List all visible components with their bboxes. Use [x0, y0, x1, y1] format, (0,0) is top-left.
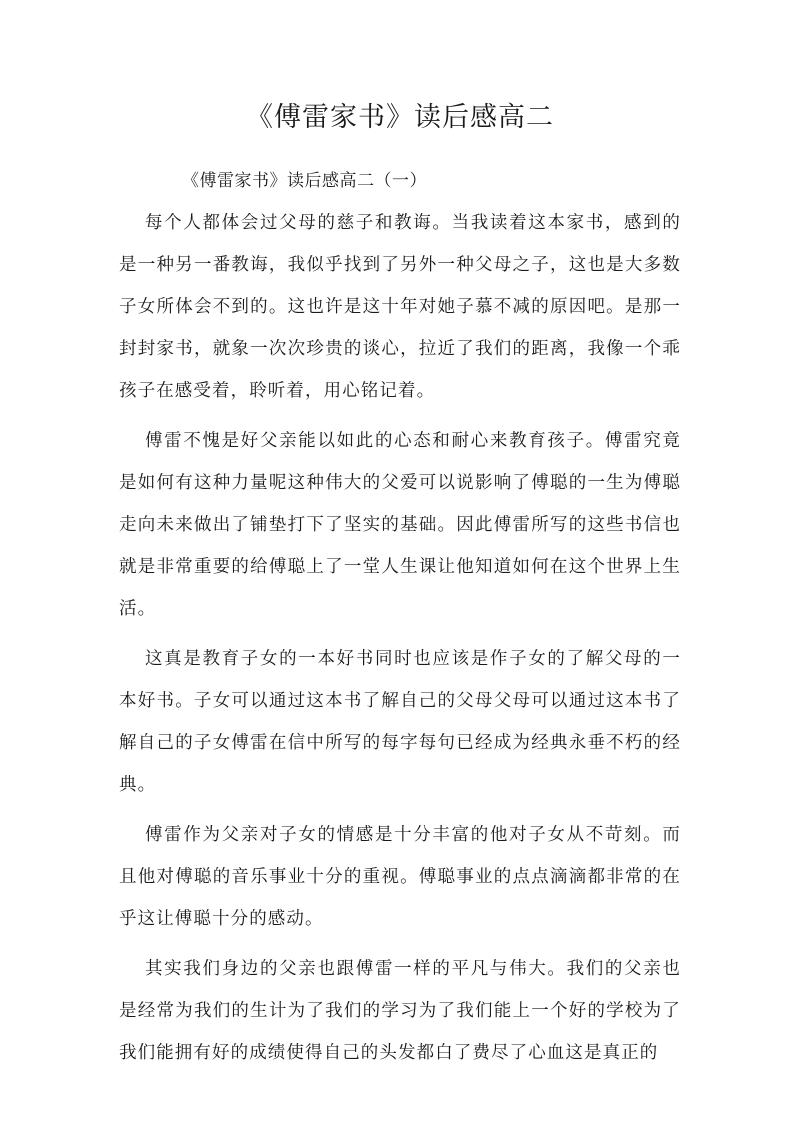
paragraph-1: 每个人都体会过父母的慈子和教诲。当我读着这本家书，感到的是一种另一番教诲，我似乎找到了另外一种父母之子，这也是大多数子女所体会不到的。这也许是这十年对她子慕不减的原因吧。是那一封封家书，就象一次次珍贵的谈心，拉近了我们的距离，我像一个乖孩子在感受着，聆听着，用心铭记着。	[119, 213, 681, 401]
document-title: 《傅雷家书》读后感高二	[246, 102, 554, 133]
body-text	[119, 202, 681, 1074]
paragraph-4: 傅雷作为父亲对子女的情感是十分丰富的他对子女从不苛刻。而且他对傅聪的音乐事业十分的重视。傅聪事业的点点滴滴都非常的在乎这让傅聪十分的感动。	[119, 825, 681, 929]
paragraph-2: 傅雷不愧是好父亲能以如此的心态和耐心来教育孩子。傅雷究竟是如何有这种力量呢这种伟大的父爱可以说影响了傅聪的一生为傅聪走向未来做出了铺垫打下了坚实的基础。因此傅雷所写的这些书信也就是非常重要的给傅聪上了一堂人生课让他知道如何在这个世界上生活。	[119, 431, 681, 619]
paragraph-5: 其实我们身边的父亲也跟傅雷一样的平凡与伟大。我们的父亲也是经常为我们的生计为了我们的学习为了我们能上一个好的学校为了我们能拥有好的成绩使得自己的头发都白了费尽了心血这是真正的	[119, 959, 681, 1063]
paragraph-3: 这真是教育子女的一本好书同时也应该是作子女的了解父母的一本好书。子女可以通过这本书了解自己的父母父母可以通过这本书了解自己的子女傅雷在信中所写的每字每句已经成为经典永垂不朽的经典。	[119, 649, 681, 795]
section-heading: 《傅雷家书》读后感高二（一）	[182, 171, 427, 191]
